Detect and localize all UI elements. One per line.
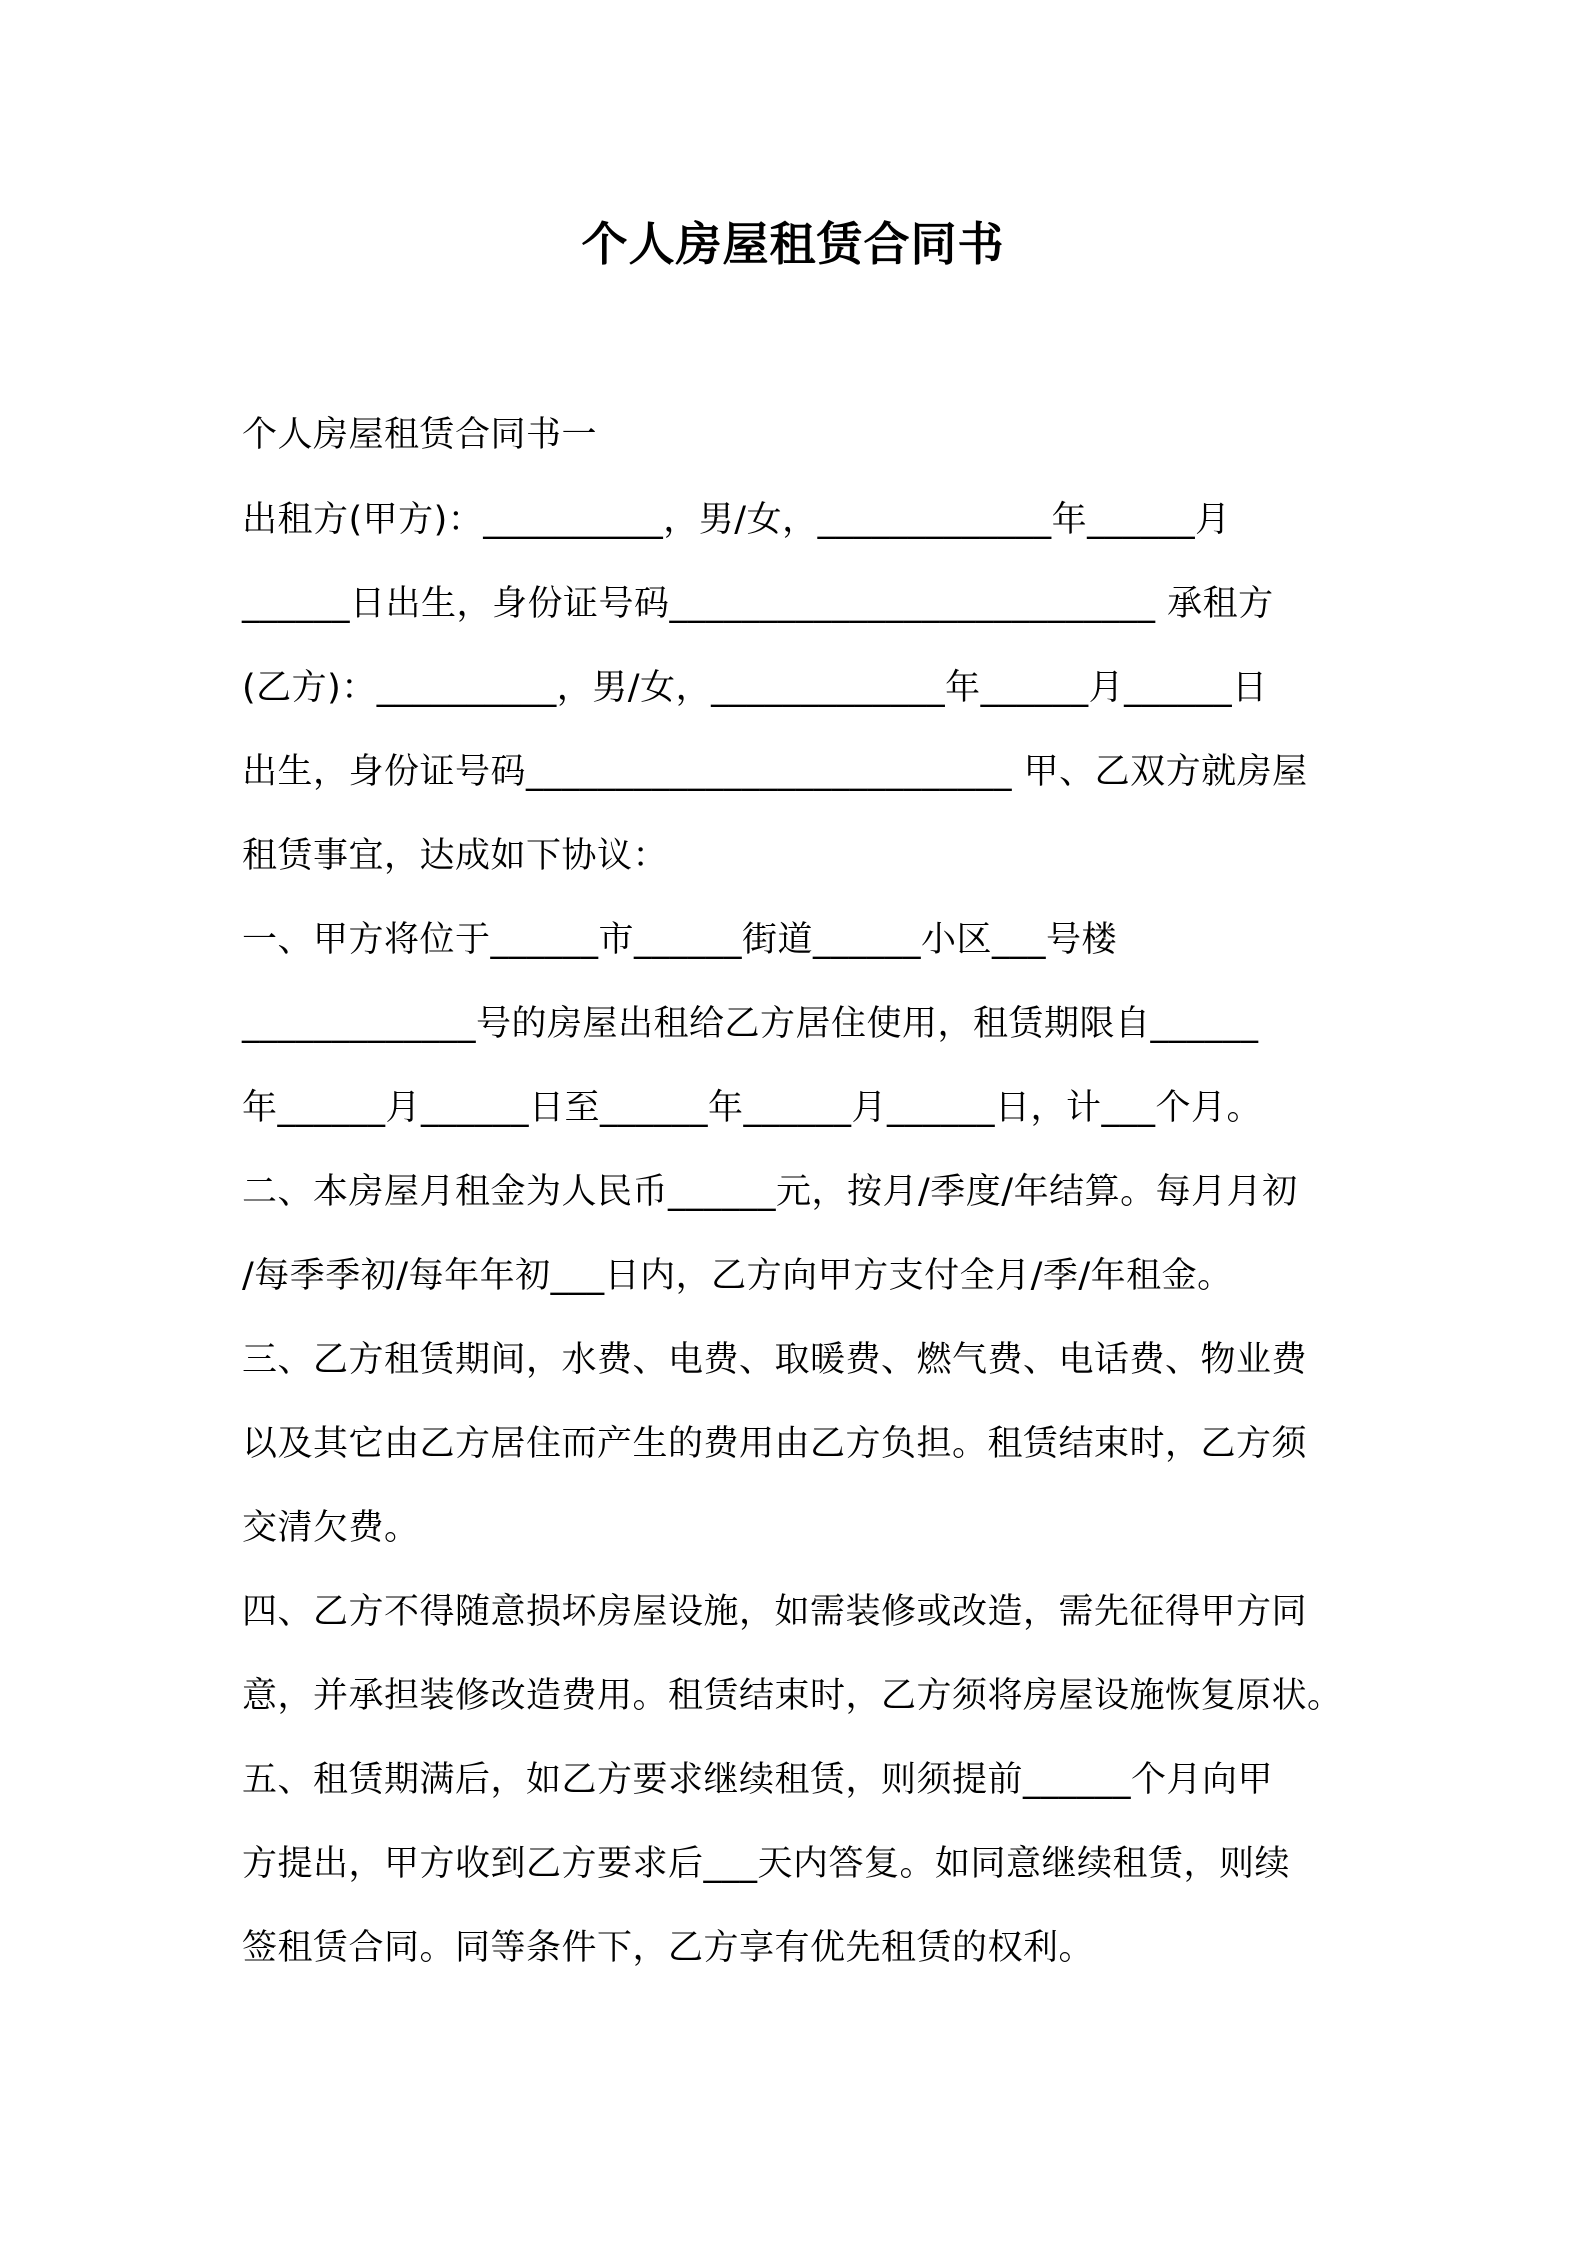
clause-3-line: 三、乙方租赁期间，水费、电费、取暖费、燃气费、电话费、物业费 — [242, 1340, 1308, 1380]
clause-2-line: /每季季初/每年年初___日内，乙方向甲方支付全月/季/年租金。 — [242, 1256, 1233, 1296]
clause-4-line: 意，并承担装修改造费用。租赁结束时，乙方须将房屋设施恢复原状。 — [242, 1676, 1343, 1716]
section-heading: 个人房屋租赁合同书一 — [242, 415, 598, 455]
clause-3-line: 以及其它由乙方居住而产生的费用由乙方负担。租赁结束时，乙方须 — [242, 1424, 1308, 1464]
clause-5-line: 签租赁合同。同等条件下，乙方享有优先租赁的权利。 — [242, 1928, 1095, 1968]
clause-1-line: 一、甲方将位于______市______街道______小区___号楼 — [242, 920, 1118, 960]
text-line: 出生，身份证号码___________________________ 甲、乙双方就房屋 — [242, 752, 1308, 792]
clause-3-line: 交清欠费。 — [242, 1508, 420, 1548]
clause-1-line: _____________号的房屋出租给乙方居住使用，租赁期限自______ — [242, 1004, 1259, 1044]
text-line: 租赁事宜，达成如下协议： — [242, 836, 669, 876]
document-title: 个人房屋租赁合同书 — [581, 217, 1005, 271]
clause-4-line: 四、乙方不得随意损坏房屋设施，如需装修或改造，需先征得甲方同 — [242, 1592, 1308, 1632]
clause-5-line: 方提出，甲方收到乙方要求后___天内答复。如同意继续租赁，则续 — [242, 1844, 1291, 1884]
text-line: ______日出生，身份证号码___________________________ 承租方 — [242, 584, 1274, 624]
text-line: (乙方)：__________，男/女，_____________年______月______日 — [242, 668, 1268, 708]
clause-5-line: 五、租赁期满后，如乙方要求继续租赁，则须提前______个月向甲 — [242, 1760, 1274, 1800]
text-line: 出租方(甲方)：__________，男/女，_____________年______月 — [242, 500, 1231, 540]
clause-2-line: 二、本房屋月租金为人民币______元，按月/季度/年结算。每月月初 — [242, 1172, 1298, 1212]
clause-1-line: 年______月______日至______年______月______日，计___个月。 — [242, 1088, 1263, 1128]
